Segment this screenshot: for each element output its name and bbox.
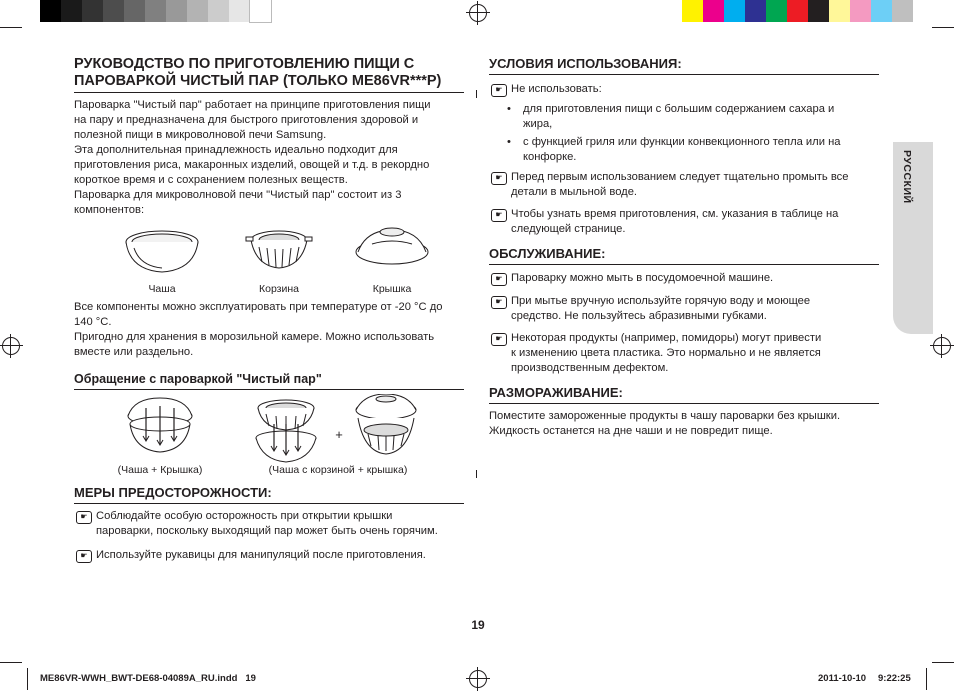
- component-label-basket: Корзина: [259, 283, 299, 295]
- service-line: средство. Не пользуйтесь абразивными губками.: [511, 310, 767, 322]
- bowl-basket-lid-assembly: [256, 400, 316, 462]
- precaution-note-1: [74, 509, 464, 539]
- service-title: ОБСЛУЖИВАНИЕ:: [489, 246, 879, 265]
- not-use-label: Не использовать:: [511, 83, 602, 95]
- bowl-illustration: [126, 231, 198, 272]
- color-swatch: [187, 0, 208, 22]
- intro-line: Пароварка для микроволновой печи "Чистый пар" состоит из 3: [74, 189, 402, 201]
- usage-line: Пригодно для хранения в морозильной камере. Можно использовать: [74, 331, 435, 343]
- defrost-text: [489, 409, 879, 439]
- conditions-title: УСЛОВИЯ ИСПОЛЬЗОВАНИЯ:: [489, 56, 879, 75]
- bowl-with-basket-lid: [356, 394, 416, 454]
- registration-mark-right: [933, 337, 951, 355]
- note-hand-icon: ☛: [491, 209, 507, 222]
- registration-mark-bottom: [469, 670, 487, 688]
- service-line: к изменению цвета пластика. Это нормально и не является: [511, 347, 821, 359]
- usage-line: вместе или раздельно.: [74, 346, 194, 358]
- precaution-note-2: [74, 548, 464, 563]
- color-swatch: [724, 0, 745, 22]
- time-line: следующей странице.: [511, 223, 626, 235]
- service-note-2: [489, 294, 879, 324]
- intro-line: Пароварка "Чистый пар" работает на принципе приготовления пищи: [74, 99, 431, 111]
- assembly-caption-bowl-lid: (Чаша + Крышка): [117, 464, 203, 476]
- intro-line: на пару и предназначена для быстрого приготовления здоровой и: [74, 114, 419, 126]
- color-swatch: [682, 0, 703, 22]
- wash-note: [489, 170, 879, 200]
- basket-illustration: [246, 231, 312, 268]
- defrost-line: Жидкость останется на дне чаши и не повредит пище.: [489, 425, 773, 437]
- bullet-item: [489, 135, 879, 165]
- registration-mark-top: [469, 4, 487, 22]
- color-swatch: [850, 0, 871, 22]
- registration-mark-left: [2, 337, 20, 355]
- main-title-line-1: РУКОВОДСТВО ПО ПРИГОТОВЛЕНИЮ ПИЩИ С: [74, 56, 415, 72]
- wash-line: детали в мыльной воде.: [511, 186, 638, 198]
- crop-mark: [0, 662, 22, 663]
- note-hand-icon: ☛: [491, 172, 507, 185]
- main-title-line-2: ПАРОВАРКОЙ ЧИСТЫЙ ПАР (ТОЛЬКО ME86VR***P): [74, 73, 442, 89]
- intro-line: полезной пищи в микроволновой печи Samsung.: [74, 129, 327, 141]
- crop-mark: [932, 662, 954, 663]
- color-swatch: [229, 0, 250, 22]
- precautions-title: МЕРЫ ПРЕДОСТОРОЖНОСТИ:: [74, 485, 464, 504]
- crop-mark: [0, 27, 22, 28]
- color-swatch: [787, 0, 808, 22]
- bullet-line: • для приготовления пищи с большим содержанием сахара и: [523, 103, 835, 115]
- component-label-bowl: Чаша: [148, 283, 176, 295]
- bullet-line: • с функцией гриля или функции конвекционного тепла или на: [523, 136, 841, 148]
- intro-text: [74, 98, 464, 218]
- color-swatch: [103, 0, 124, 22]
- note-hand-icon: ☛: [491, 333, 507, 346]
- footer-file: ME86VR-WWH_BWT-DE68-04089A_RU.indd 19: [40, 673, 256, 684]
- handling-title: Обращение с пароваркой "Чистый пар": [74, 371, 464, 390]
- footer-date: 2011-10-10: [818, 673, 867, 684]
- color-swatch: [250, 0, 271, 22]
- plus-sign: +: [335, 427, 343, 442]
- assembly-caption-bowl-basket-lid: (Чаша с корзиной + крышка): [268, 464, 408, 476]
- usage-line: Все компоненты можно эксплуатировать при температуре от -20 °C до: [74, 301, 443, 313]
- service-note-3: [489, 331, 879, 376]
- precaution-1-line: пароварки, поскольку выходящий пар может быть очень горячим.: [96, 525, 438, 537]
- precaution-2-line: Используйте рукавицы для манипуляций после приготовления.: [96, 549, 426, 561]
- note-hand-icon: ☛: [491, 84, 507, 97]
- service-note-1: [489, 271, 879, 286]
- crop-mark: [926, 668, 927, 690]
- service-line: производственным дефектом.: [511, 362, 669, 374]
- time-note: [489, 207, 879, 237]
- crop-mark: [27, 668, 28, 690]
- note-hand-icon: ☛: [491, 296, 507, 309]
- fold-mark: [476, 90, 477, 98]
- bowl-lid-assembly: [128, 398, 192, 452]
- service-line: Пароварку можно мыть в посудомоечной машине.: [511, 272, 774, 284]
- color-swatch: [208, 0, 229, 22]
- footer-time: 9:22:25: [878, 673, 911, 684]
- precaution-1-line: Соблюдайте особую осторожность при открытии крышки: [96, 510, 393, 522]
- assembly-illustration: [74, 394, 464, 476]
- color-swatch: [82, 0, 103, 22]
- color-swatch: [166, 0, 187, 22]
- bullet-line: жира,: [523, 118, 553, 130]
- not-use-note: [489, 82, 879, 97]
- lid-illustration: [356, 228, 428, 264]
- usage-line: 140 °C.: [74, 316, 112, 328]
- color-swatch: [40, 0, 61, 22]
- intro-line: компонентов:: [74, 204, 145, 216]
- note-hand-icon: ☛: [76, 550, 92, 563]
- intro-line: приготовления риса, макаронных изделий, овощей и т.д. в рекордно: [74, 159, 430, 171]
- color-swatch: [145, 0, 166, 22]
- components-illustration: [74, 222, 464, 298]
- bullet-line: конфорке.: [523, 151, 577, 163]
- crop-mark: [932, 27, 954, 28]
- bullet-item: [489, 102, 879, 132]
- left-column: [74, 56, 464, 563]
- language-tab-label: РУССКИЙ: [901, 150, 913, 204]
- service-line: При мытье вручную используйте горячую воду и моющее: [511, 295, 811, 307]
- language-tab: [893, 142, 933, 334]
- color-swatch: [124, 0, 145, 22]
- main-title: [74, 56, 464, 93]
- service-line: Некоторая продукты (например, помидоры) могут привести: [511, 332, 822, 344]
- color-swatch: [745, 0, 766, 22]
- defrost-title: РАЗМОРАЖИВАНИЕ:: [489, 385, 879, 404]
- page-number: 19: [471, 618, 485, 632]
- color-swatch: [703, 0, 724, 22]
- right-column: [489, 56, 879, 439]
- color-swatch: [829, 0, 850, 22]
- color-swatch: [808, 0, 829, 22]
- usage-text: [74, 300, 464, 360]
- color-swatch: [871, 0, 892, 22]
- component-label-lid: Крышка: [372, 283, 412, 295]
- defrost-line: Поместите замороженные продукты в чашу пароварки без крышки.: [489, 410, 841, 422]
- color-swatch: [61, 0, 82, 22]
- wash-line: Перед первым использованием следует тщательно промыть все: [511, 171, 849, 183]
- color-swatch: [766, 0, 787, 22]
- intro-line: Эта дополнительная принадлежность идеально подходит для: [74, 144, 398, 156]
- fold-mark: [476, 470, 477, 478]
- time-line: Чтобы узнать время приготовления, см. указания в таблице на: [511, 208, 839, 220]
- note-hand-icon: ☛: [491, 273, 507, 286]
- note-hand-icon: ☛: [76, 511, 92, 524]
- intro-line: короткое время и с сохранением полезных веществ.: [74, 174, 348, 186]
- color-swatch: [892, 0, 913, 22]
